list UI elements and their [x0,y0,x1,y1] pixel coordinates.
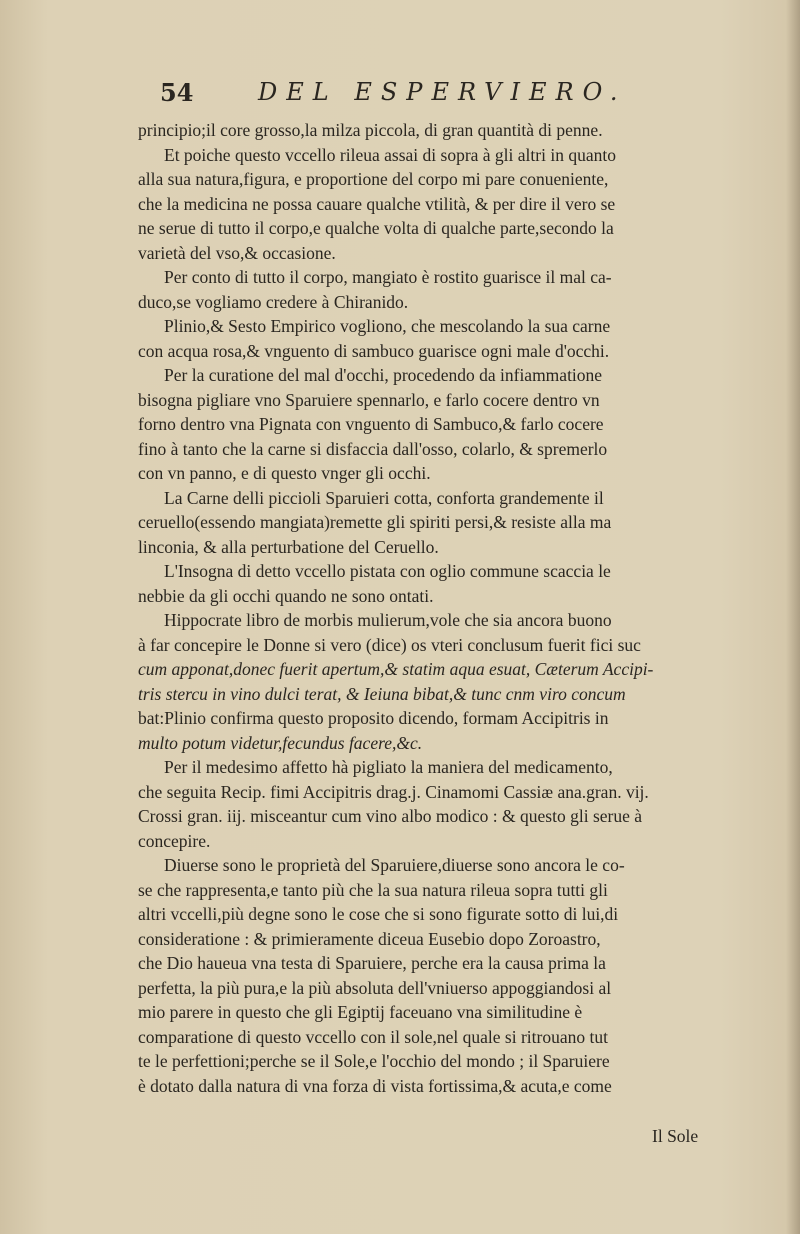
page-edge-shadow [786,0,800,1234]
catchword: Il Sole [652,1126,699,1146]
text-line: è dotato dalla natura di vna forza di vista fortissima,& acuta,e come [138,1075,612,1096]
text-line: ceruello(essendo mangiata)remette gli spiriti persi,& resiste alla ma [138,512,612,532]
text-line: se che rappresenta,e tanto più che la sua natura rileua sopra tutti gli [138,879,608,900]
text-line: Et poiche questo vccello rileua assai di sopra à gli altri in quanto [164,144,616,165]
text-line: che seguita Recip. fimi Accipitris drag.j. Cinamomi Cassiæ ana.gran. vij. [138,781,649,802]
running-title: DEL ESPERVIERO. [258,78,627,106]
text-line: bat:Plinio confirma questo proposito dicendo, formam Accipitris in [138,708,609,728]
text-line: principio;il core grosso,la milza piccola, di gran quantità di penne. [138,120,603,140]
text-line: Plinio,& Sesto Empirico vogliono, che mescolando la sua carne [164,316,611,336]
text-line: concepire. [138,830,211,851]
text-line: linconia, & alla perturbatione del Ceruello. [138,536,439,557]
body-text [138,118,740,1098]
text-line: forno dentro vna Pignata con vnguento di Sambuco,& farlo cocere [138,414,604,434]
text-line: fino à tanto che la carne si disfaccia dall'osso, colarlo, & spremerlo [138,438,608,459]
text-line: cum apponat,donec fuerit apertum,& statim aqua esuat, Cæterum Accipi- [138,659,654,679]
text-line: Per la curatione del mal d'occhi, procedendo da infiammatione [164,365,603,385]
text-line: te le perfettioni;perche se il Sole,e l'occhio del mondo ; il Sparuiere [138,1051,610,1071]
text-line: ne serue di tutto il corpo,e qualche volta di qualche parte,secondo la [138,218,614,238]
text-line: duco,se vogliamo credere à Chiranido. [138,291,409,312]
text-line: altri vccelli,più degne sono le cose che si sono figurate sotto di lui,di [138,904,619,924]
text-line: Diuerse sono le proprietà del Sparuiere,diuerse sono ancora le co- [164,855,625,875]
text-line: con vn panno, e di questo vnger gli occhi. [138,463,431,483]
text-line: varietà del vso,& occasione. [138,242,336,263]
text-line: Crossi gran. iij. misceantur cum vino albo modico : & questo gli serue à [138,806,643,826]
page-header [160,78,720,114]
text-line: perfetta, la più pura,e la più absoluta dell'vniuerso appoggiandosi al [138,977,612,998]
text-line: tris stercu in vino dulci terat, & Ieiuna bibat,& tunc cnm viro concum [138,683,626,704]
text-line: Per conto di tutto il corpo, mangiato è rostito guarisce il mal ca- [164,267,612,287]
text-line: bisogna pigliare vno Sparuiere spennarlo, e farlo cocere dentro vn [138,389,600,410]
text-line: che Dio haueua vna testa di Sparuiere, perche era la causa prima la [138,953,606,973]
text-line: mio parere in questo che gli Egiptij faceuano vna similitudine è [138,1002,583,1022]
page-number: 54 [160,78,194,107]
text-line: alla sua natura,figura, e proportione del corpo mi pare conueniente, [138,169,609,189]
text-line: multo potum videtur,fecundus facere,&c. [138,732,423,753]
text-line: comparatione di questo vccello con il sole,nel quale si ritrouano tut [138,1026,608,1047]
text-line: che la medicina ne possa cauare qualche vtilità, & per dire il vero se [138,193,616,214]
text-line: La Carne delli piccioli Sparuieri cotta, conforta grandemente il [164,487,604,508]
text-line: à far concepire le Donne si vero (dice) os vteri conclusum fuerit fici suc [138,634,641,655]
text-line: con acqua rosa,& vnguento di sambuco guarisce ogni male d'occhi. [138,340,610,361]
text-line: consideratione : & primieramente diceua Eusebio dopo Zoroastro, [138,928,601,949]
text-line: Hippocrate libro de morbis mulierum,vole che sia ancora buono [164,610,612,630]
text-line: Per il medesimo affetto hà pigliato la maniera del medicamento, [164,757,613,777]
text-line: L'Insogna di detto vccello pistata con oglio commune scaccia le [164,561,611,581]
text-line: nebbie da gli occhi quando ne sono ontati. [138,585,434,606]
